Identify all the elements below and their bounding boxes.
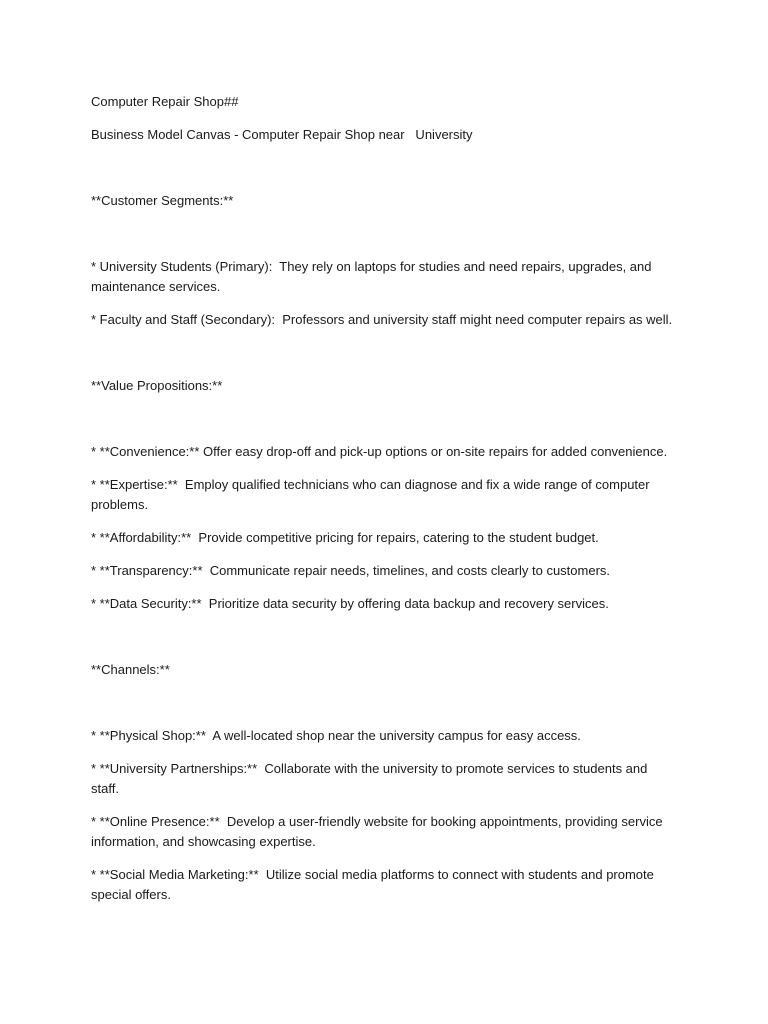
document-body: [91, 92, 677, 918]
list-item: * **Affordability:** Provide competitive pricing for repairs, catering to the student budget.: [91, 530, 599, 545]
section-heading: **Channels:**: [91, 662, 170, 677]
list-item: * **University Partnerships:** Collaborate with the university to promote services to students and staff.: [91, 761, 651, 796]
list-item: * **Convenience:** Offer easy drop-off and pick-up options or on-site repairs for added convenience.: [91, 444, 668, 459]
list-item: * **Social Media Marketing:** Utilize social media platforms to connect with students and promote special offers.: [91, 867, 658, 902]
list-item: * University Students (Primary): They rely on laptops for studies and need repairs, upgrades, and maintenance services.: [91, 259, 656, 294]
section-channels: [91, 660, 677, 905]
section-heading: **Value Propositions:**: [91, 378, 223, 393]
list-item: * **Expertise:** Employ qualified technicians who can diagnose and fix a wide range of computer problems.: [91, 477, 654, 512]
list-item: * **Transparency:** Communicate repair needs, timelines, and costs clearly to customers.: [91, 563, 611, 578]
section-heading: **Customer Segments:**: [91, 193, 234, 208]
document-subtitle: Business Model Canvas - Computer Repair Shop near University: [91, 127, 473, 142]
section-customer-segments: [91, 191, 677, 330]
list-item: * Faculty and Staff (Secondary): Professors and university staff might need computer repairs as well.: [91, 312, 673, 327]
document-title: Computer Repair Shop##: [91, 94, 239, 109]
list-item: * **Data Security:** Prioritize data security by offering data backup and recovery services.: [91, 596, 609, 611]
list-item: * **Online Presence:** Develop a user-friendly website for booking appointments, providing service information, and showcasing expertise.: [91, 814, 667, 849]
section-value-propositions: [91, 376, 677, 614]
list-item: * **Physical Shop:** A well-located shop near the university campus for easy access.: [91, 728, 581, 743]
